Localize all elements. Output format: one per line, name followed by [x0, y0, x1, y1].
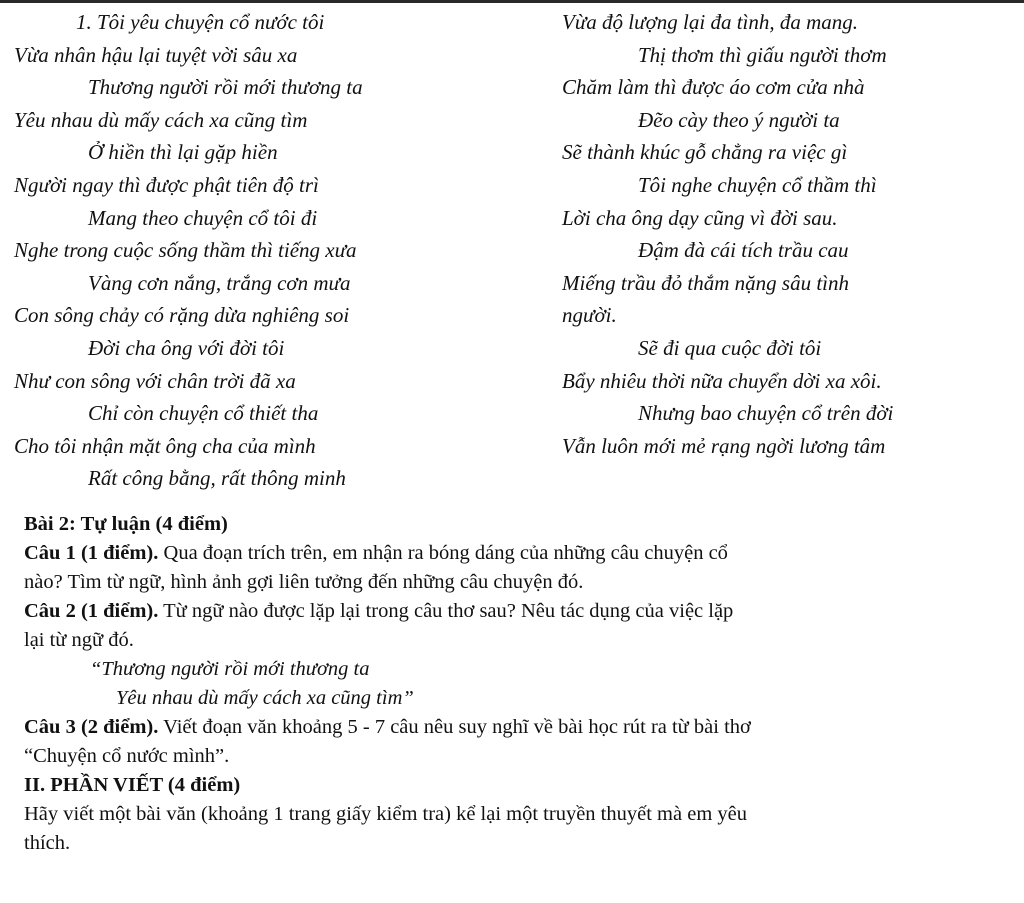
poem-column-left: [14, 6, 534, 495]
poem-line-left: Con sông chảy có rặng dừa nghiêng soi: [14, 303, 350, 328]
question-3-label: Câu 3 (2 điểm).: [24, 716, 159, 738]
question-3-text-a: Viết đoạn văn khoảng 5 - 7 câu nêu suy nghĩ về bài học rút ra từ bài thơ: [158, 716, 751, 738]
poem-line-left: Cho tôi nhận mặt ông cha của mình: [14, 433, 316, 458]
poem-line-left: Người ngay thì được phật tiên độ trì: [14, 172, 319, 197]
poem-line-right: Sẽ đi qua cuộc đời tôi: [638, 335, 822, 360]
poem-line-left: Ở hiền thì lại gặp hiền: [88, 140, 278, 165]
poem-line-right: Sẽ thành khúc gỗ chẳng ra việc gì: [562, 140, 848, 165]
poem-line-right: Đậm đà cái tích trầu cau: [638, 238, 849, 263]
poem-line-right: Đẽo cày theo ý người ta: [638, 107, 840, 132]
poem-line-right: người.: [562, 303, 617, 328]
exercise-section: [24, 510, 1014, 858]
question-3-text-b: “Chuyện cổ nước mình”.: [24, 745, 230, 767]
top-border-line: [0, 0, 1024, 3]
question-2: [24, 597, 1014, 626]
section-2-text-a: Hãy viết một bài văn (khoảng 1 trang giấy kiểm tra) kể lại một truyền thuyết mà em yêu: [24, 803, 747, 825]
question-3: [24, 713, 1014, 742]
poem-line-right: Chăm làm thì được áo cơm cửa nhà: [562, 75, 865, 100]
poem-line-right: Tôi nghe chuyện cổ thầm thì: [638, 172, 877, 197]
poem-line-left: Yêu nhau dù mấy cách xa cũng tìm: [14, 107, 308, 132]
poem-line-right: Nhưng bao chuyện cổ trên đời: [638, 401, 894, 426]
poem-line-left: Thương người rồi mới thương ta: [88, 75, 363, 100]
poem-line-left: Chỉ còn chuyện cổ thiết tha: [88, 401, 319, 426]
poem-line-left: 1. Tôi yêu chuyện cổ nước tôi: [76, 10, 325, 34]
poem-line-left: Mang theo chuyện cổ tôi đi: [88, 205, 318, 230]
poem-line-left: Rất công bằng, rất thông minh: [88, 466, 346, 491]
question-1-text-b: nào? Tìm từ ngữ, hình ảnh gợi liên tưởng đến những câu chuyện đó.: [24, 571, 584, 593]
quote-line-1: “Thương người rồi mới thương ta: [90, 658, 370, 680]
quote-line-2: Yêu nhau dù mấy cách xa cũng tìm”: [116, 687, 414, 709]
poem-line-right: Lời cha ông dạy cũng vì đời sau.: [562, 205, 838, 230]
question-2-label: Câu 2 (1 điểm).: [24, 600, 159, 622]
poem-line-left: Đời cha ông với đời tôi: [88, 335, 285, 360]
question-2-text-b: lại từ ngữ đó.: [24, 629, 134, 651]
poem-line-right: Thị thơm thì giấu người thơm: [638, 42, 887, 67]
question-2-text-a: Từ ngữ nào được lặp lại trong câu thơ sau? Nêu tác dụng của việc lặp: [158, 600, 734, 622]
poem-column-right: [562, 6, 1022, 462]
poem-line-left: Như con sông với chân trời đã xa: [14, 368, 296, 393]
question-1-label: Câu 1 (1 điểm).: [24, 542, 159, 564]
question-1: [24, 539, 1014, 568]
poem-line-left: Nghe trong cuộc sống thầm thì tiếng xưa: [14, 238, 357, 263]
section-2-text-b: thích.: [24, 832, 71, 854]
poem-line-right: Vừa độ lượng lại đa tình, đa mang.: [562, 10, 859, 34]
exercise-heading: Bài 2: Tự luận (4 điểm): [24, 513, 228, 535]
poem-line-left: Vàng cơn nắng, trắng cơn mưa: [88, 270, 351, 295]
poem-line-left: Vừa nhân hậu lại tuyệt vời sâu xa: [14, 42, 298, 67]
poem-line-right: Bẩy nhiêu thời nữa chuyển dời xa xôi.: [562, 368, 882, 393]
question-1-text-a: Qua đoạn trích trên, em nhận ra bóng dáng của những câu chuyện cổ: [158, 542, 728, 564]
poem-line-right: Vẫn luôn mới mẻ rạng ngời lương tâm: [562, 433, 886, 458]
section-2-heading: II. PHẦN VIẾT (4 điểm): [24, 774, 241, 796]
poem-line-right: Miếng trầu đỏ thắm nặng sâu tình: [562, 270, 849, 295]
